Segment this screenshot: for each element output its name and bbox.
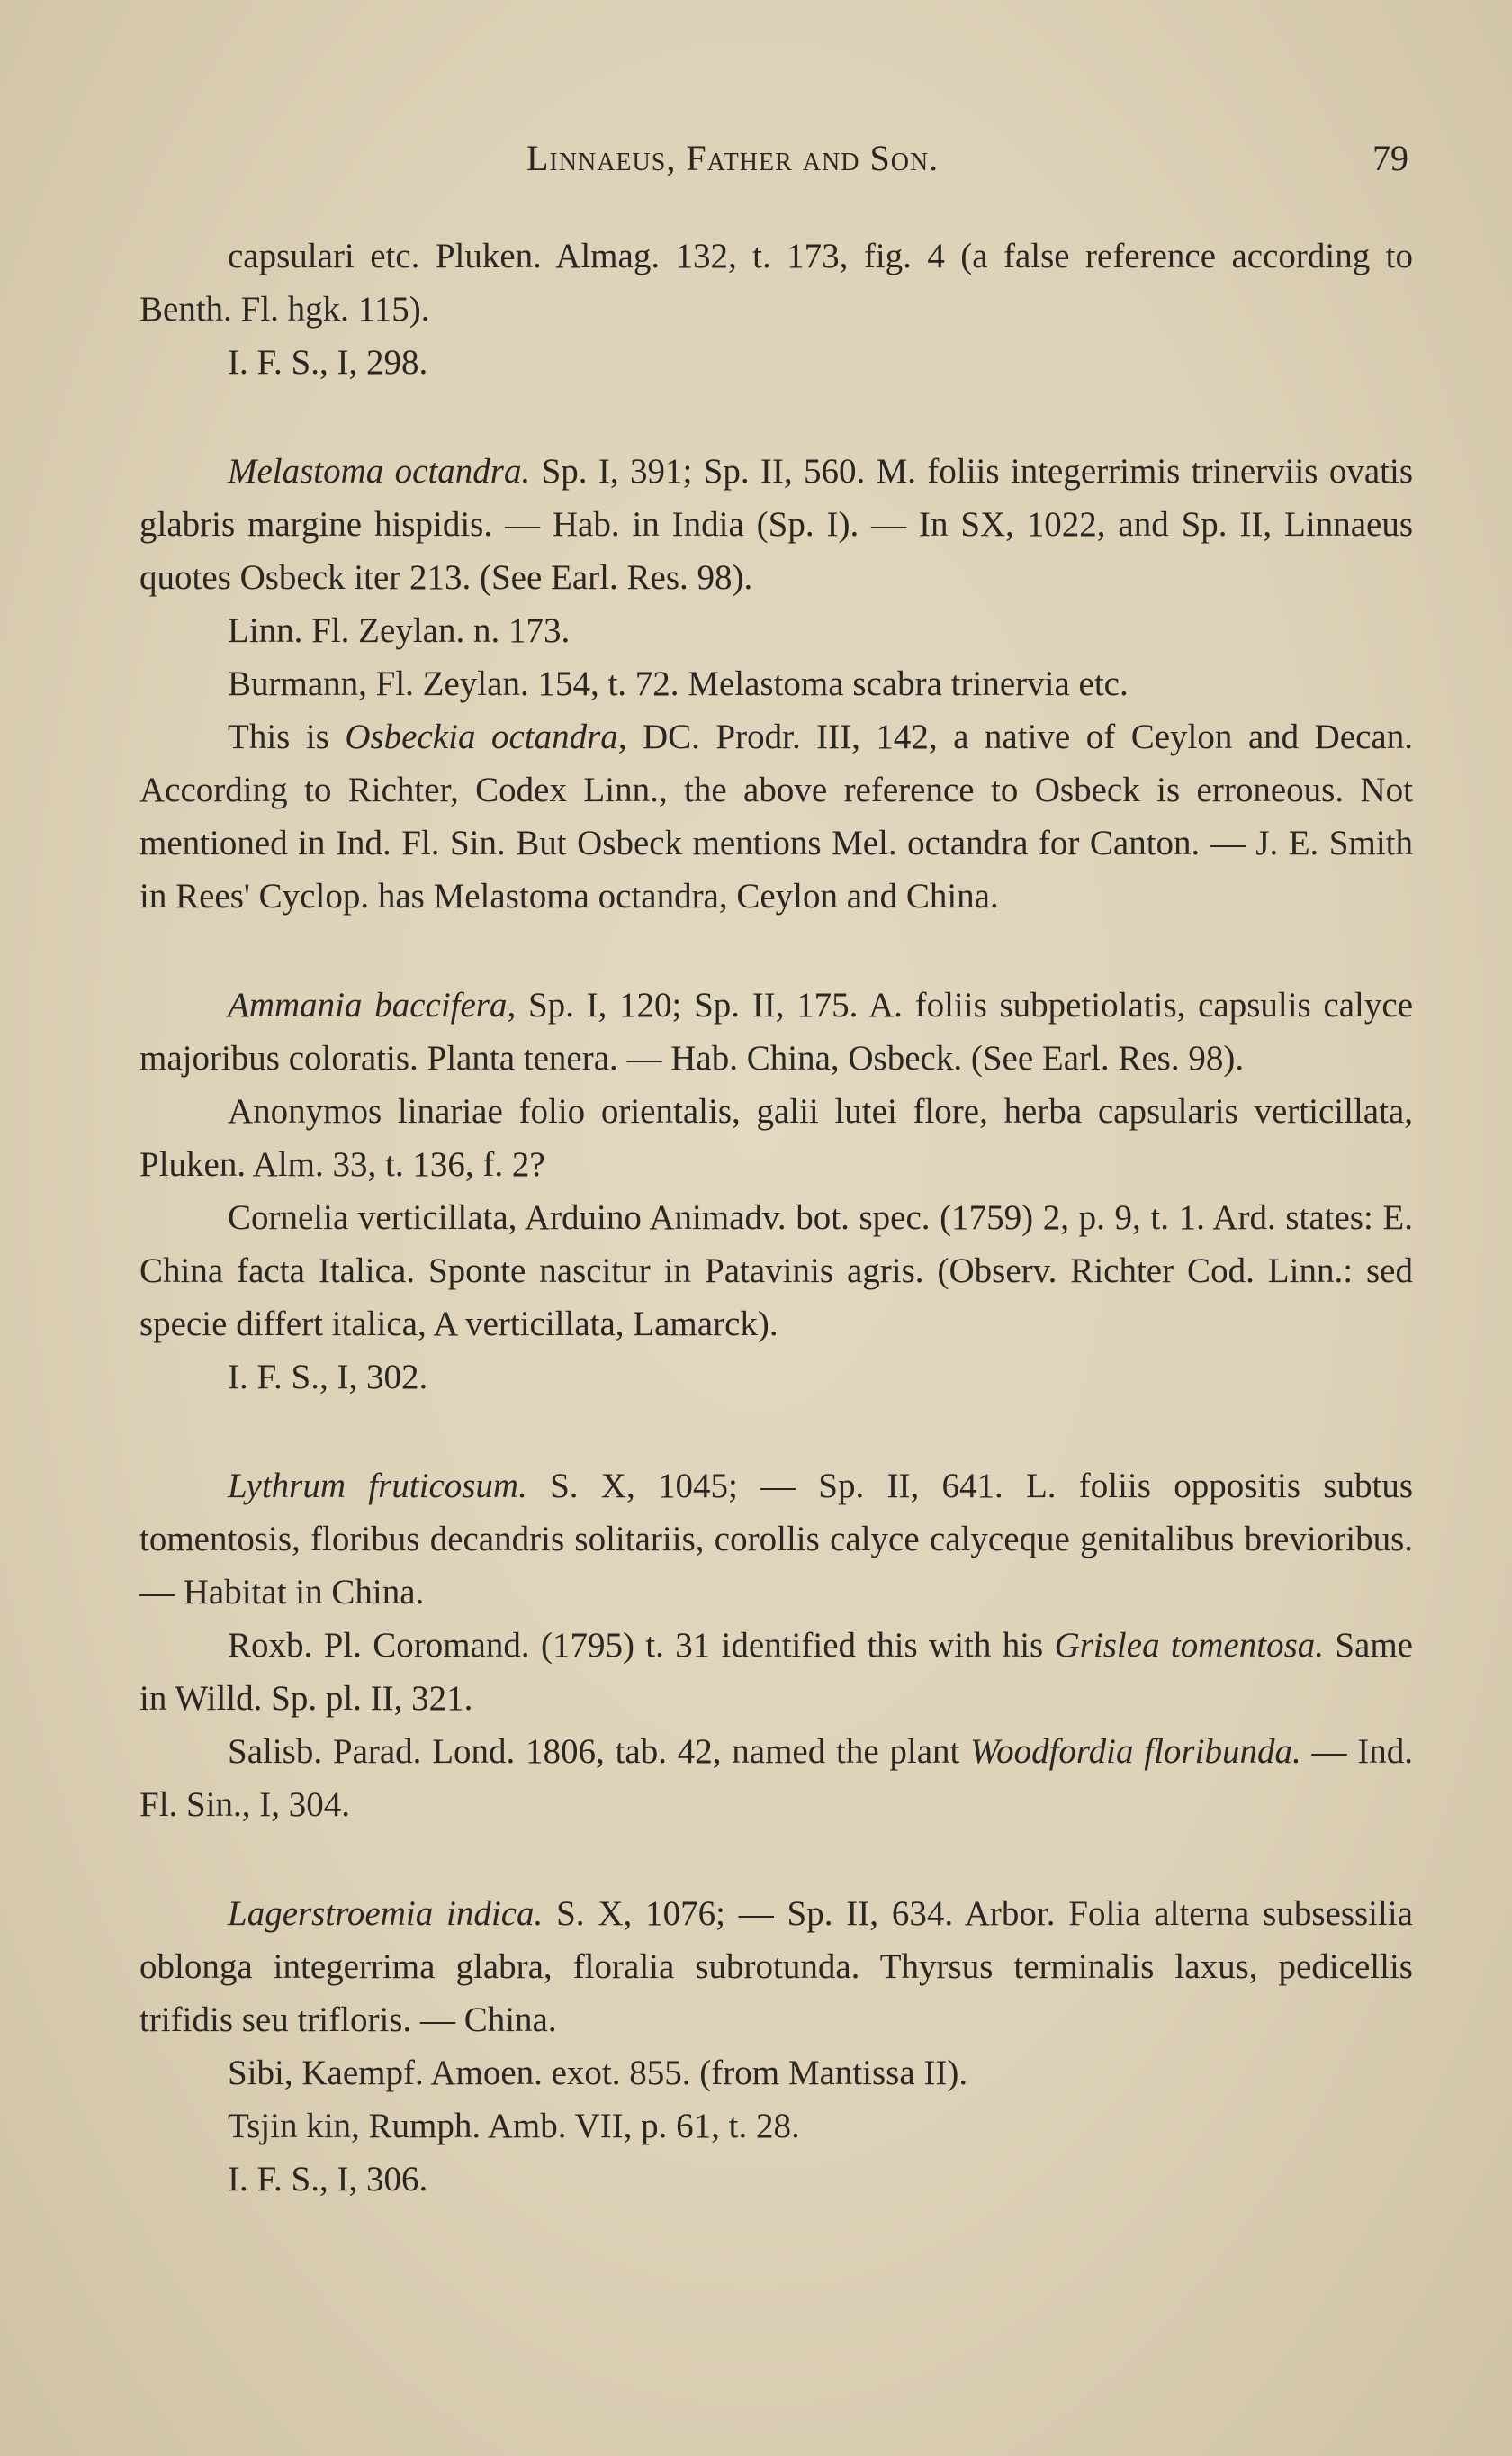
paragraph: Anonymos linariae folio orientalis, galii lutei flore, herba capsularis verticillata, Pluken. Alm. 33, t. 136, f. 2? [140,1092,1413,1184]
paragraph: Melastoma octandra. Sp. I, 391; Sp. II, 560. M. foliis integerrimis trinerviis ovatis glabris margine hispidis. — Hab. in India (Sp. I). — In SX, 1022, and Sp. II, Linnaeus quotes Osbeck iter 213. (See Earl. Res. 98). [140,452,1413,597]
running-title: Linnaeus, Father and Son. [526,138,940,178]
entry-ammania-baccifera [140,979,1413,1404]
species-name: Lagerstroemia indica. [228,1894,544,1933]
page-header [140,137,1408,191]
paragraph: Lythrum fruticosum. S. X, 1045; — Sp. II, 641. L. foliis oppositis subtus tomentosis, floribus decandris solitariis, corollis calyce calyceque genitalibus brevioribus. — Habitat in China. [140,1467,1413,1612]
species-name: Grislea tomentosa. [1054,1626,1324,1665]
entry-lagerstroemia-indica [140,1887,1413,2206]
entry-lythrum-fruticosum [140,1459,1413,1831]
paragraph: Sibi, Kaempf. Amoen. exot. 855. (from Mantissa II). [228,2054,968,2092]
paragraph: I. F. S., I, 298. [228,343,428,382]
entry-continuation [140,230,1413,389]
paragraph: Cornelia verticillata, Arduino Animadv. bot. spec. (1759) 2, p. 9, t. 1. Ard. states: E. China facta Italica. Sponte nascitur in Patavinis agris. (Observ. Richter Cod. Linn.: sed specie differt italica, A verticillata, Lamarck). [140,1198,1413,1343]
paragraph: This is Osbeckia octandra, DC. Prodr. III, 142, a native of Ceylon and Decan. According to Richter, Codex Linn., the above reference to Osbeck is erroneous. Not mentioned in Ind. Fl. Sin. But Osbeck mentions Mel. octandra for Canton. — J. E. Smith in Rees' Cyclop. has Melastoma octandra, Ceylon and China. [140,718,1413,916]
paragraph: Lagerstroemia indica. S. X, 1076; — Sp. II, 634. Arbor. Folia alterna subsessilia oblonga integerrima glabra, floralia subrotunda. Thyrsus terminalis laxus, pedicellis trifidis seu trifloris. — China. [140,1894,1413,2039]
paragraph: Salisb. Parad. Lond. 1806, tab. 42, named the plant Woodfordia floribunda. — Ind. Fl. Sin., I, 304. [140,1732,1413,1824]
page-body [140,230,1413,2206]
paragraph: I. F. S., I, 306. [228,2160,428,2199]
entry-melastoma-octandra [140,445,1413,923]
paragraph: Linn. Fl. Zeylan. n. 173. [228,611,571,650]
paragraph: I. F. S., I, 302. [228,1358,428,1396]
paragraph: Ammania baccifera, Sp. I, 120; Sp. II, 175. A. foliis subpetiolatis, capsulis calyce majoribus coloratis. Planta tenera. — Hab. China, Osbeck. (See Earl. Res. 98). [140,986,1414,1078]
species-name: Osbeckia octandra, [345,718,627,756]
page-number: 79 [1372,138,1408,178]
species-name: Woodfordia floribunda. [970,1732,1301,1771]
species-name: Melastoma octandra. [228,452,531,491]
species-name: Ammania baccifera, [228,986,517,1025]
paragraph: Burmann, Fl. Zeylan. 154, t. 72. Melastoma scabra trinervia etc. [228,664,1129,703]
species-name: Lythrum fruticosum. [228,1467,527,1505]
paragraph: capsulari etc. Pluken. Almag. 132, t. 173, fig. 4 (a false reference according to Benth. Fl. hgk. 115). [140,237,1413,329]
paragraph: Roxb. Pl. Coromand. (1795) t. 31 identified this with his Grislea tomentosa. Same in Willd. Sp. pl. II, 321. [140,1626,1413,1718]
paragraph: Tsjin kin, Rumph. Amb. VII, p. 61, t. 28. [228,2107,800,2145]
